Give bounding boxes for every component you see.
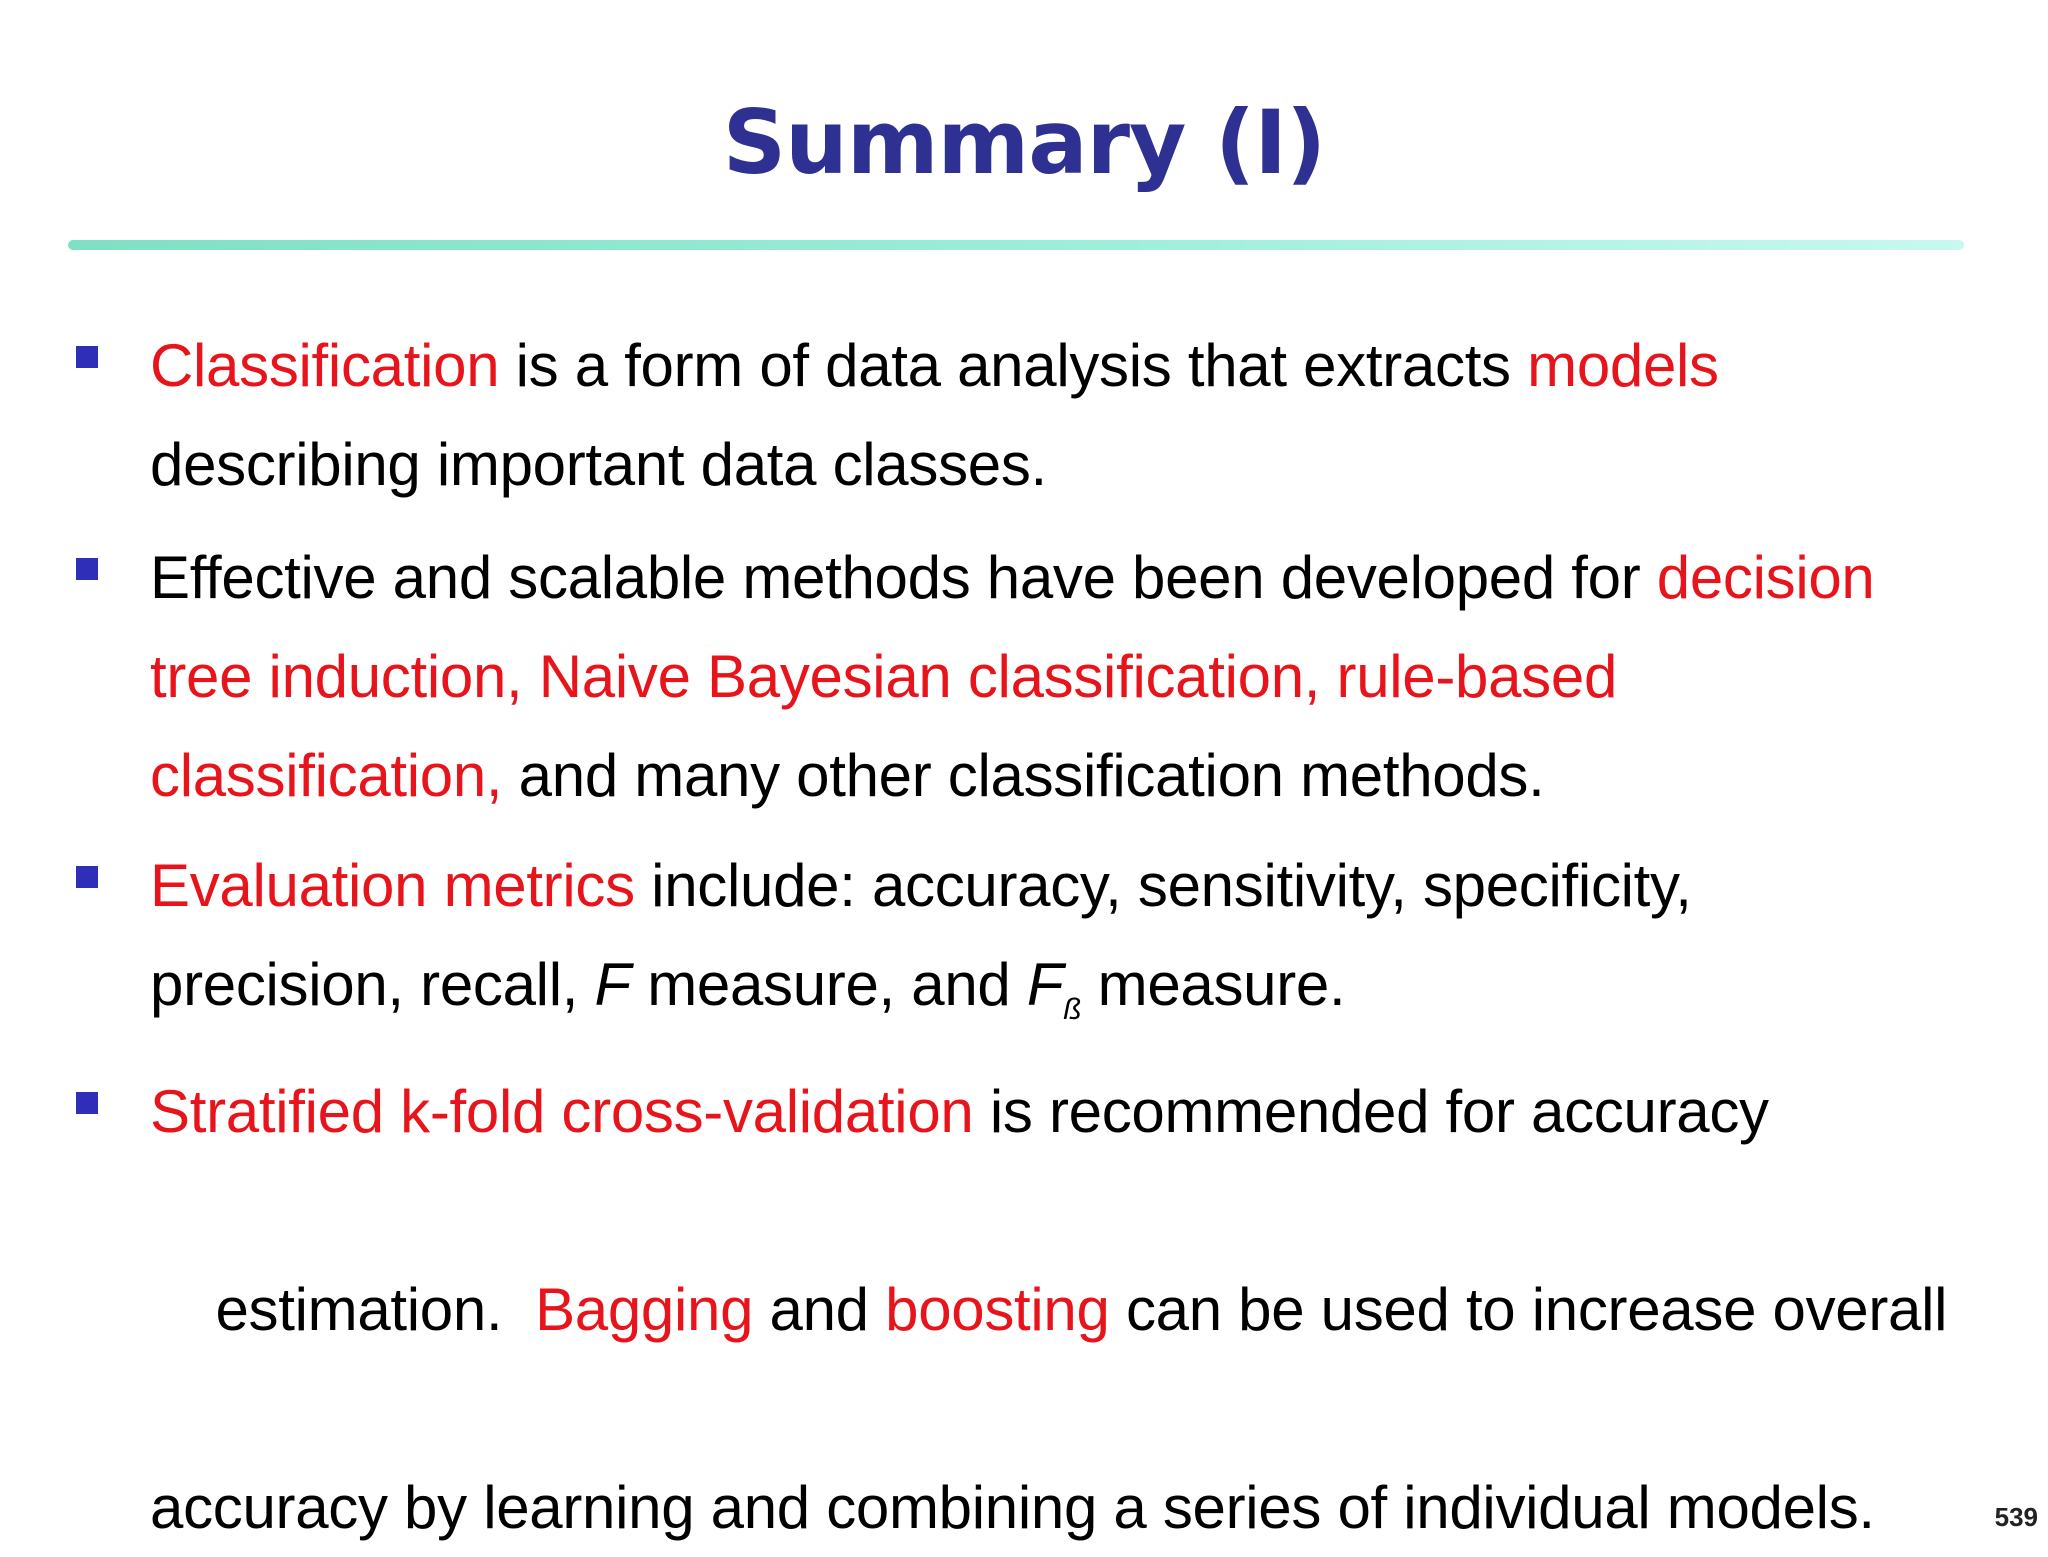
body-text: describing important data classes. — [150, 431, 1047, 498]
bullet-paragraph — [150, 316, 2010, 514]
body-text: is recommended for accuracy — [973, 1078, 1769, 1145]
page-title: Summary (I) — [722, 91, 1326, 194]
text-line — [150, 1161, 2010, 1458]
bullet-marker — [76, 346, 98, 368]
bullet-marker — [76, 558, 98, 580]
body-text: can be used to increase overall — [1109, 1276, 1948, 1343]
highlight-term: decision — [1656, 544, 1875, 611]
highlight-term: Bagging — [535, 1276, 754, 1343]
text-line — [150, 528, 2010, 627]
bullet-paragraph — [150, 836, 2010, 1059]
text-line — [150, 627, 2010, 726]
highlight-term: Stratified k-fold cross-validation — [150, 1078, 974, 1145]
text-line — [150, 1458, 2010, 1557]
bullet-paragraph — [150, 528, 2010, 825]
body-text: Effective and scalable methods have been developed for — [150, 544, 1657, 611]
math-symbol: F — [594, 951, 631, 1018]
highlight-term: boosting — [885, 1276, 1110, 1343]
bullet-paragraph — [150, 1062, 2010, 1557]
math-symbol: F — [1026, 951, 1064, 1018]
body-text: accuracy by learning and combining a series of individual models. — [150, 1474, 1875, 1541]
body-text: include: accuracy, sensitivity, specificity, — [634, 852, 1692, 919]
text-line — [150, 1062, 2010, 1161]
page-number: 539 — [1994, 1502, 2038, 1532]
text-line — [150, 935, 2010, 1059]
bullet-marker — [76, 1092, 98, 1114]
highlight-term: Classification — [150, 332, 500, 399]
text-line — [150, 836, 2010, 935]
text-line — [150, 726, 2010, 825]
text-line — [150, 415, 2010, 514]
highlight-term: tree induction, Naive Bayesian classification, rule-based — [150, 643, 1618, 710]
body-text: estimation. — [215, 1276, 536, 1343]
highlight-term: Evaluation metrics — [150, 852, 635, 919]
body-text: is a form of data analysis that extracts — [499, 332, 1528, 399]
body-text: precision, recall, — [150, 951, 595, 1018]
highlight-term: models — [1527, 332, 1719, 399]
title-divider — [68, 240, 1964, 250]
body-text: and — [753, 1276, 886, 1343]
highlight-term: classification, — [150, 742, 503, 809]
body-text: and many other classification methods. — [502, 742, 1545, 809]
body-text: measure. — [1081, 951, 1346, 1018]
math-subscript: ß — [1063, 993, 1082, 1026]
bullet-marker — [76, 866, 98, 888]
text-line — [150, 316, 2010, 415]
body-text: measure, and — [630, 951, 1027, 1018]
